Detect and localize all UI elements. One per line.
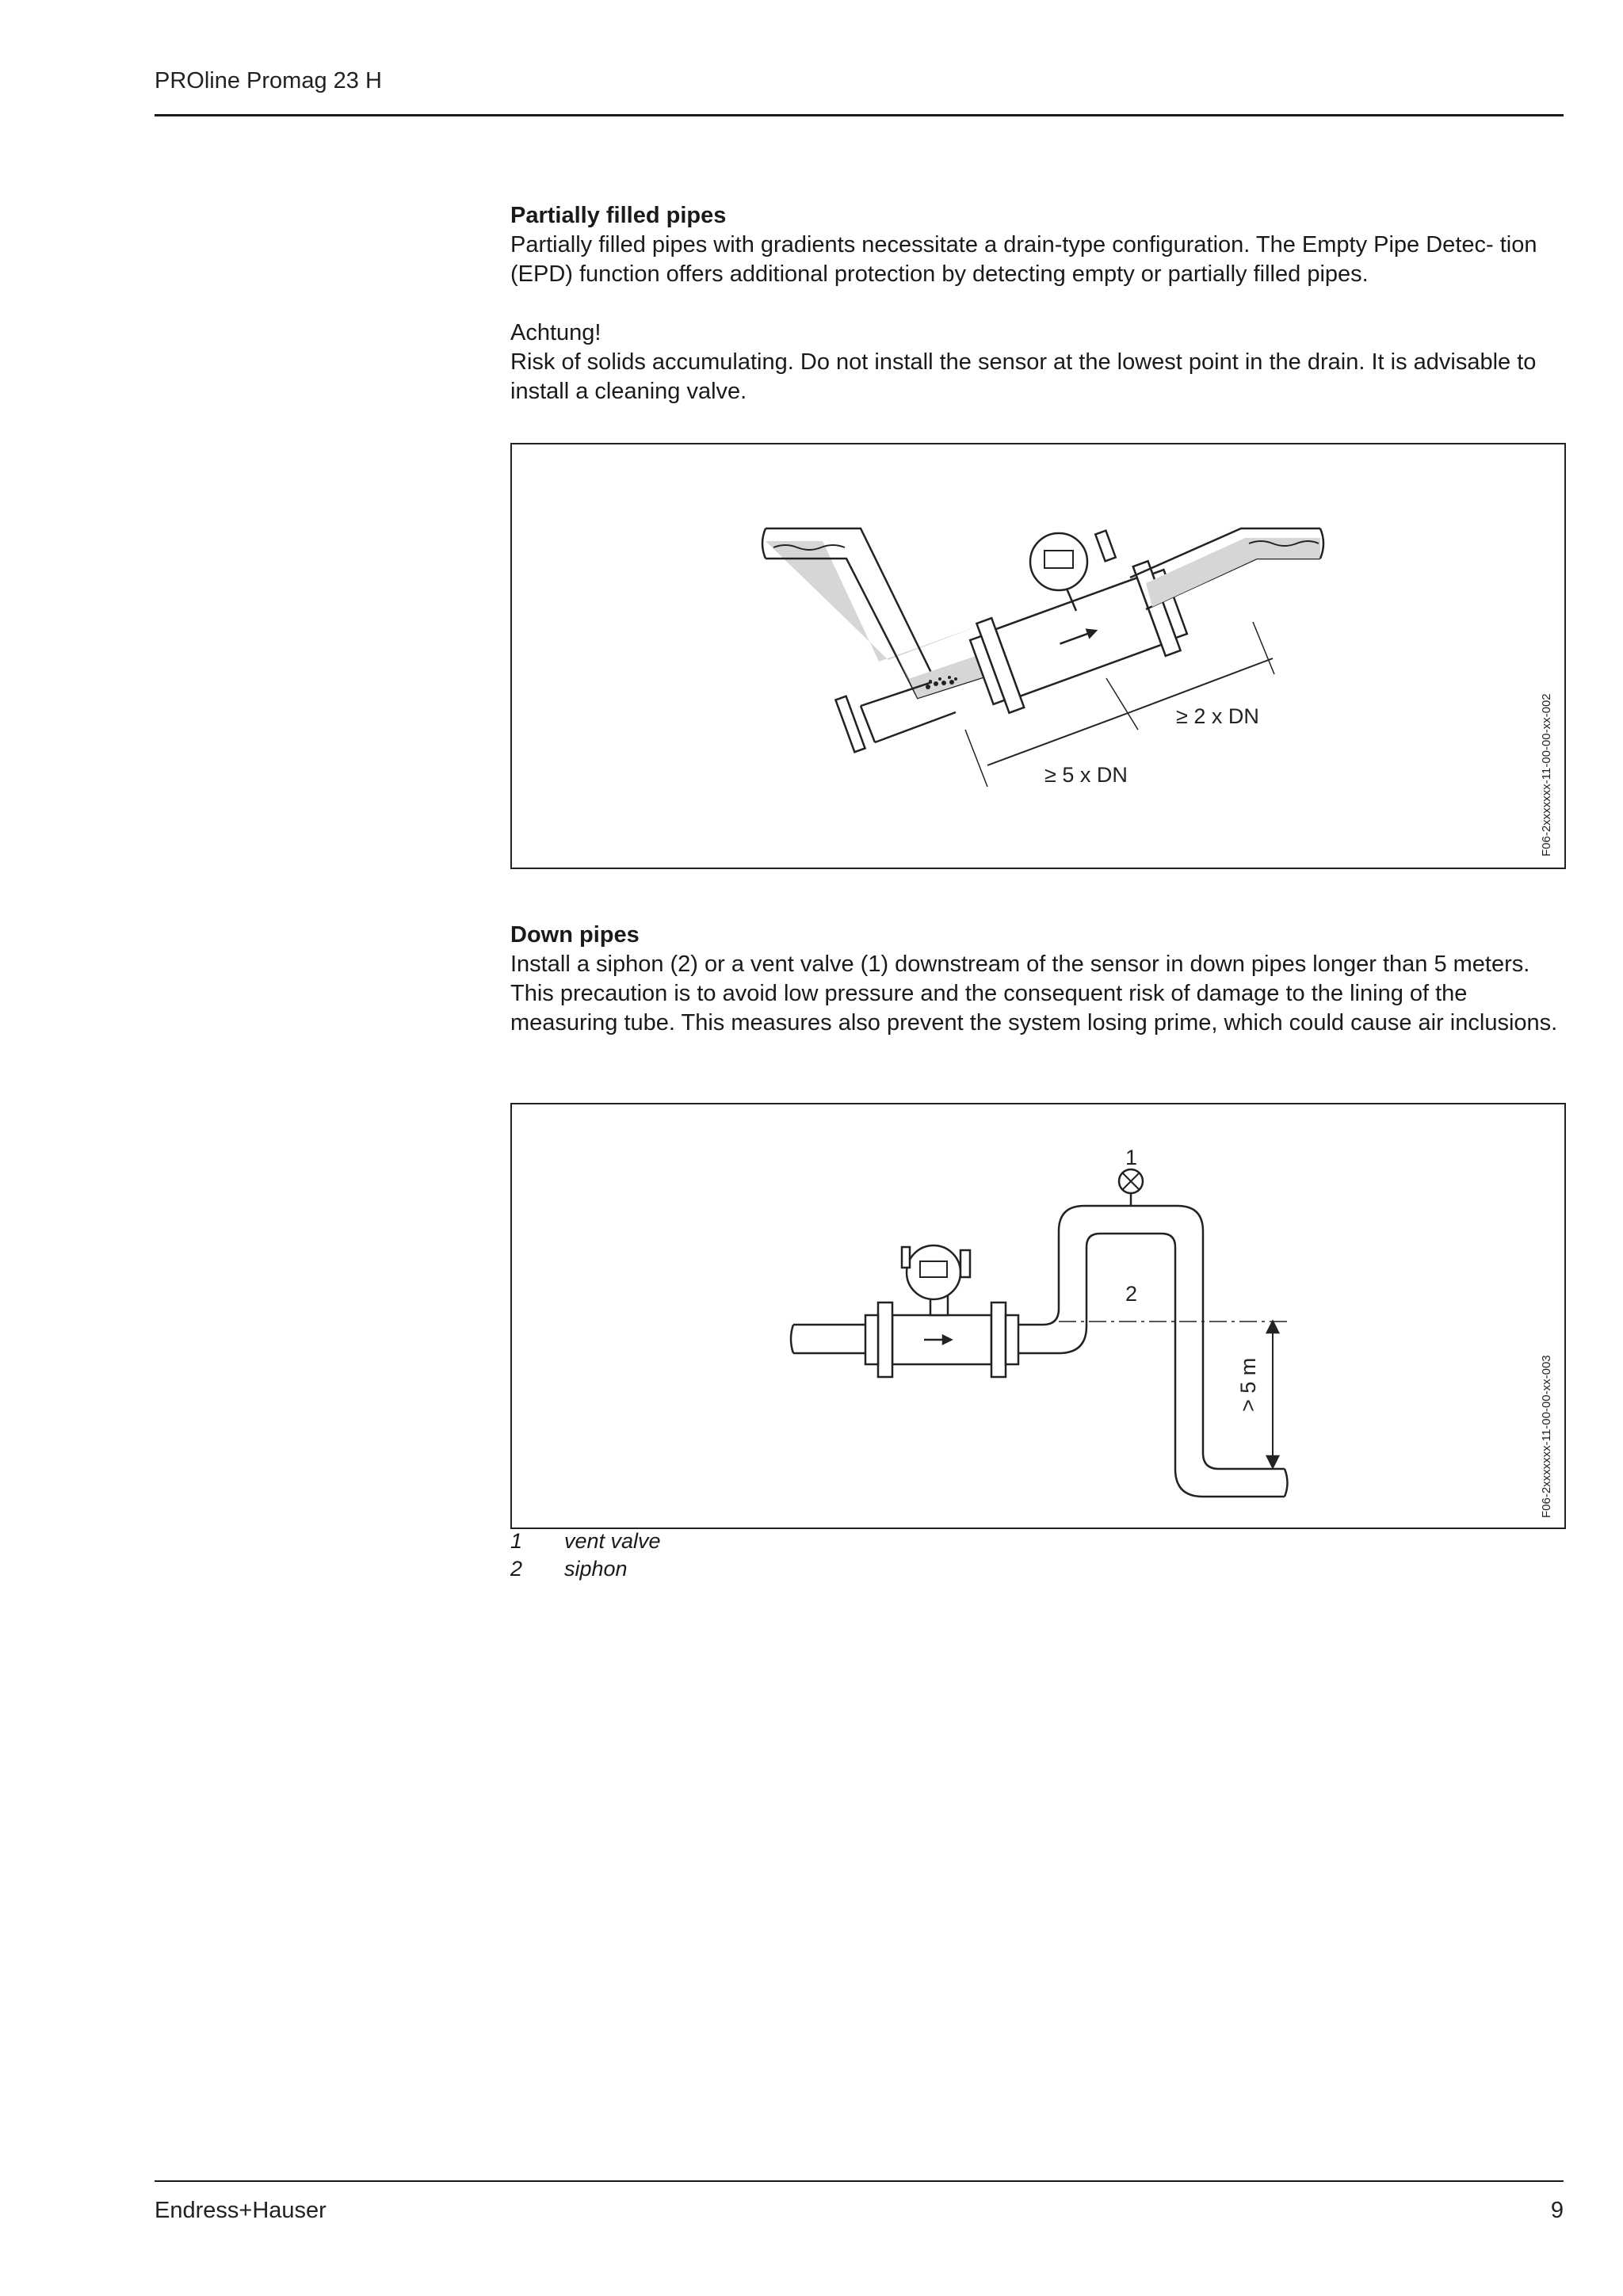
section-heading-down-pipes: Down pipes: [510, 922, 640, 948]
section-heading-partially-filled: Partially filled pipes: [510, 203, 727, 228]
warning-label: Achtung!: [510, 320, 601, 345]
label-5dn: ≥ 5 x DN: [1044, 763, 1128, 787]
legend-number: 1: [510, 1529, 523, 1553]
legend-item: [510, 1527, 661, 1555]
section-paragraph-down-pipes: Install a siphon (2) or a vent valve (1) downstream of the sensor in down pipes longer than 5 meters. This precaution is to avoid low pressure and the consequent risk of damage to the lining of the measuring tube. This measures also prevent the system losing prime, which could cause air inclusions.: [510, 952, 1558, 1035]
label-2dn: ≥ 2 x DN: [1176, 704, 1259, 728]
diagram-siphon-vent-valve: [512, 1104, 1564, 1527]
legend-text: vent valve: [564, 1529, 661, 1553]
footer-brand: Endress+Hauser: [155, 2198, 327, 2223]
section-partially-filled: [510, 201, 1564, 406]
header-title: PROline Promag 23 H: [155, 68, 382, 93]
header-rule: [155, 114, 1564, 116]
figure-legend: [510, 1527, 661, 1583]
footer-rule: [155, 2180, 1564, 2182]
siphon-outer: [1018, 1206, 1285, 1469]
page-number: 9: [1550, 2198, 1564, 2223]
callout-2: 2: [1125, 1282, 1138, 1306]
figure-code-1: F06-2xxxxxxx-11-00-00-xx-002: [1540, 693, 1553, 856]
legend-number: 2: [510, 1557, 523, 1581]
label-5m: > 5 m: [1236, 1357, 1260, 1412]
legend-item: [510, 1555, 661, 1583]
callout-1: 1: [1125, 1146, 1138, 1169]
warning-text: Risk of solids accumulating. Do not install the sensor at the lowest point in the drain. It is advisable to install a cleaning valve.: [510, 349, 1537, 404]
pipe-inlet: [793, 1325, 876, 1353]
section-paragraph-partially-filled: Partially filled pipes with gradients necessitate a drain-type configuration. The Empty Pipe Detec- tion (EPD) function offers additional protection by detecting empty or partially filled pipes.: [510, 232, 1537, 287]
figure-partially-filled-pipes: [510, 443, 1566, 869]
diagram-drain-configuration: [512, 444, 1564, 868]
figure-code-2: F06-2xxxxxxx-11-00-00-xx-003: [1540, 1355, 1553, 1518]
legend-text: siphon: [564, 1557, 628, 1581]
figure-down-pipes: [510, 1103, 1566, 1529]
section-down-pipes: [510, 921, 1564, 1038]
